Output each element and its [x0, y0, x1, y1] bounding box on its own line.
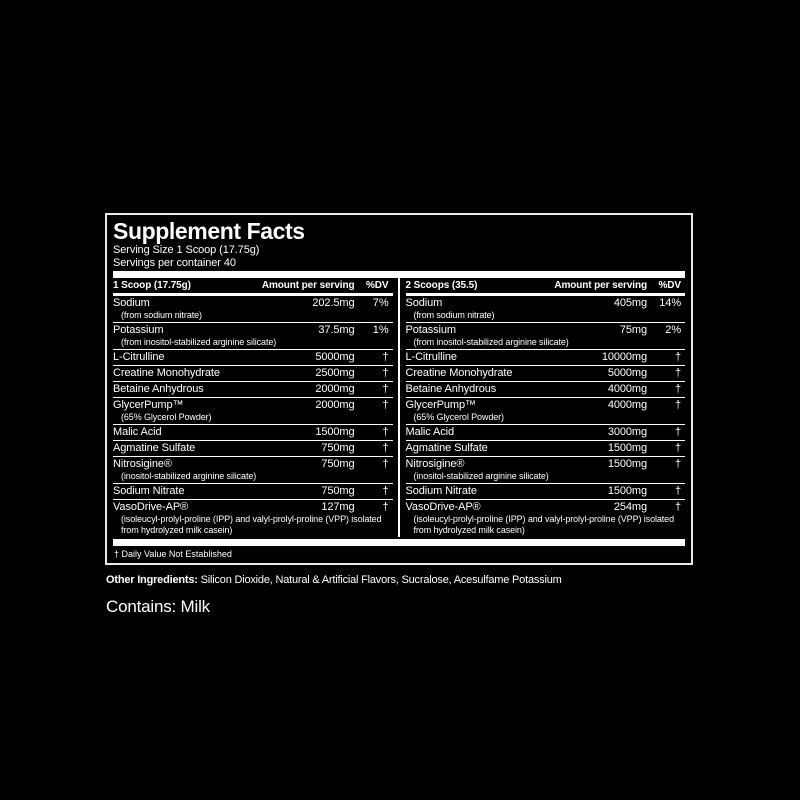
table-row [406, 296, 686, 323]
table-row-main [406, 324, 686, 337]
ingredient-dv: † [382, 458, 389, 470]
ingredient-name: Potassium [405, 324, 456, 336]
table-row-main [406, 501, 686, 514]
ingredient-amount: 750mg [321, 458, 355, 470]
table-row [406, 398, 686, 425]
ingredient-rows [406, 296, 686, 537]
ingredient-name: Nitrosigine® [405, 458, 465, 470]
panel-title: Supplement Facts [113, 218, 305, 244]
ingredient-name: Sodium Nitrate [113, 485, 185, 497]
ingredient-amount: 2500mg [315, 367, 355, 379]
ingredient-name: Potassium [113, 324, 164, 336]
servings-per-container: Servings per container 40 [113, 256, 236, 269]
ingredient-sub-note: (from sodium nitrate) [413, 310, 495, 320]
ingredient-amount: 405mg [613, 297, 647, 309]
table-row [406, 323, 686, 350]
ingredient-dv: † [674, 383, 681, 395]
ingredient-dv: † [382, 399, 389, 411]
table-row [406, 366, 686, 382]
ingredient-sub-note: (isoleucyl-prolyl-proline (IPP) and valyl-prolyl-proline (VPP) isolated from hydrolyzed milk casein) [413, 514, 674, 535]
table-row-main [406, 399, 686, 412]
ingredient-sub-note: (65% Glycerol Powder) [413, 412, 504, 422]
ingredient-name: GlycerPump™ [113, 399, 184, 411]
ingredient-sub-note: (65% Glycerol Powder) [121, 412, 212, 422]
other-ingredients [106, 574, 693, 587]
ingredient-dv: † [674, 485, 681, 497]
contains-statement: Contains: Milk [106, 597, 210, 616]
ingredient-amount: 1500mg [607, 442, 647, 454]
column-header-dv: %DV [658, 280, 681, 291]
ingredient-dv: † [674, 426, 681, 438]
table-row [406, 382, 686, 398]
table-row [113, 441, 393, 457]
table-row [113, 425, 393, 441]
ingredient-dv: † [382, 485, 389, 497]
table-row [113, 296, 393, 323]
table-row [406, 350, 686, 366]
ingredient-name: Malic Acid [405, 426, 455, 438]
ingredient-dv: 2% [665, 324, 681, 336]
ingredient-dv: 1% [372, 324, 389, 336]
ingredient-amount: 202.5mg [312, 297, 355, 309]
facts-column-2-scoops [400, 278, 686, 537]
ingredient-sub-note: (inositol-stabilized arginine silicate) [413, 471, 549, 481]
ingredient-name: Malic Acid [113, 426, 162, 438]
ingredient-amount: 37.5mg [318, 324, 355, 336]
table-row [406, 484, 686, 500]
column-header-amount: Amount per serving [261, 280, 355, 291]
table-row [113, 398, 393, 425]
table-row [113, 484, 393, 500]
ingredient-amount: 127mg [321, 501, 355, 513]
ingredient-amount: 1500mg [607, 485, 647, 497]
ingredient-amount: 5000mg [315, 351, 355, 363]
thick-divider-bar-top [113, 271, 685, 278]
label-area [105, 213, 693, 616]
ingredient-dv: † [382, 442, 389, 454]
table-row-main [113, 297, 393, 310]
table-row-main [406, 351, 686, 364]
ingredient-name: Agmatine Sulfate [113, 442, 196, 454]
table-row-main [113, 485, 393, 498]
ingredient-amount: 750mg [321, 442, 355, 454]
table-row-main [113, 442, 393, 455]
supplement-facts-panel [105, 213, 693, 565]
ingredient-dv: † [674, 399, 681, 411]
table-row [113, 350, 393, 366]
ingredient-dv: † [674, 367, 681, 379]
column-header-serving: 1 Scoop (17.75g) [113, 280, 191, 291]
column-header [406, 278, 686, 296]
ingredient-name: VasoDrive-AP® [113, 501, 189, 513]
ingredient-name: GlycerPump™ [405, 399, 476, 411]
table-row [113, 323, 393, 350]
ingredient-dv: 7% [372, 297, 389, 309]
table-row-main [406, 458, 686, 471]
ingredient-dv: † [674, 458, 681, 470]
table-row-main [113, 426, 393, 439]
ingredient-dv: 14% [659, 297, 681, 309]
ingredient-name: Sodium [405, 297, 443, 309]
table-row [406, 457, 686, 484]
table-row-main [113, 399, 393, 412]
table-row [113, 366, 393, 382]
ingredient-name: Creatine Monohydrate [113, 367, 220, 379]
table-row-main [113, 501, 393, 514]
ingredient-name: VasoDrive-AP® [405, 501, 481, 513]
ingredient-amount: 4000mg [607, 383, 647, 395]
ingredient-dv: † [674, 501, 681, 513]
table-row-main [406, 383, 686, 396]
ingredient-dv: † [382, 426, 389, 438]
ingredient-name: L-Citrulline [113, 351, 165, 363]
ingredient-amount: 1500mg [315, 426, 355, 438]
table-row-main [406, 442, 686, 455]
ingredient-amount: 75mg [619, 324, 647, 336]
ingredient-dv: † [382, 367, 389, 379]
other-ingredients-list: Silicon Dioxide, Natural & Artificial Flavors, Sucralose, Acesulfame Potassium [197, 574, 562, 586]
ingredient-dv: † [382, 501, 389, 513]
dv-footnote: † Daily Value Not Established [114, 549, 232, 559]
ingredient-sub-note: (from inositol-stabilized arginine silicate) [121, 337, 277, 347]
table-row [113, 382, 393, 398]
ingredient-name: Sodium Nitrate [405, 485, 477, 497]
ingredient-amount: 5000mg [607, 367, 647, 379]
table-row [406, 500, 686, 537]
ingredient-dv: † [382, 351, 389, 363]
ingredient-name: Sodium [113, 297, 150, 309]
table-row [113, 457, 393, 484]
ingredient-name: Betaine Anhydrous [113, 383, 204, 395]
column-header-serving: 2 Scoops (35.5) [405, 280, 478, 291]
ingredient-name: Agmatine Sulfate [405, 442, 488, 454]
ingredient-name: Betaine Anhydrous [405, 383, 497, 395]
ingredient-sub-note: (isoleucyl-prolyl-proline (IPP) and valyl-prolyl-proline (VPP) isolated from hydrolyzed milk casein) [121, 514, 382, 535]
ingredient-dv: † [674, 351, 681, 363]
table-row-main [113, 351, 393, 364]
other-ingredients-label: Other Ingredients: [106, 574, 198, 586]
table-row [113, 500, 393, 537]
ingredient-amount: 10000mg [601, 351, 647, 363]
serving-size: Serving Size 1 Scoop (17.75g) [113, 244, 260, 256]
table-row [406, 441, 686, 457]
table-row [406, 425, 686, 441]
ingredient-name: L-Citrulline [405, 351, 457, 363]
table-row-main [406, 426, 686, 439]
ingredient-sub-note: (from inositol-stabilized arginine silicate) [413, 337, 569, 347]
ingredient-name: Nitrosigine® [113, 458, 172, 470]
thick-divider-bar-bottom [113, 539, 685, 546]
ingredient-amount: 2000mg [315, 383, 355, 395]
ingredient-amount: 2000mg [315, 399, 355, 411]
ingredient-sub-note: (from sodium nitrate) [121, 310, 202, 320]
ingredient-sub-note: (inositol-stabilized arginine silicate) [121, 471, 257, 481]
ingredient-rows [113, 296, 393, 537]
table-row-main [113, 458, 393, 471]
ingredient-amount: 3000mg [607, 426, 647, 438]
column-header-dv: %DV [366, 280, 389, 291]
table-row-main [113, 324, 393, 337]
facts-table [113, 278, 685, 537]
ingredient-amount: 1500mg [607, 458, 647, 470]
column-header [113, 278, 393, 296]
table-row-main [406, 297, 686, 310]
ingredient-amount: 254mg [613, 501, 647, 513]
table-row-main [406, 485, 686, 498]
ingredient-name: Creatine Monohydrate [405, 367, 513, 379]
ingredient-amount: 750mg [321, 485, 355, 497]
facts-column-1-scoop [113, 278, 400, 537]
table-row-main [113, 367, 393, 380]
ingredient-dv: † [674, 442, 681, 454]
ingredient-amount: 4000mg [607, 399, 647, 411]
table-row-main [113, 383, 393, 396]
table-row-main [406, 367, 686, 380]
column-header-amount: Amount per serving [554, 280, 647, 291]
ingredient-dv: † [382, 383, 389, 395]
